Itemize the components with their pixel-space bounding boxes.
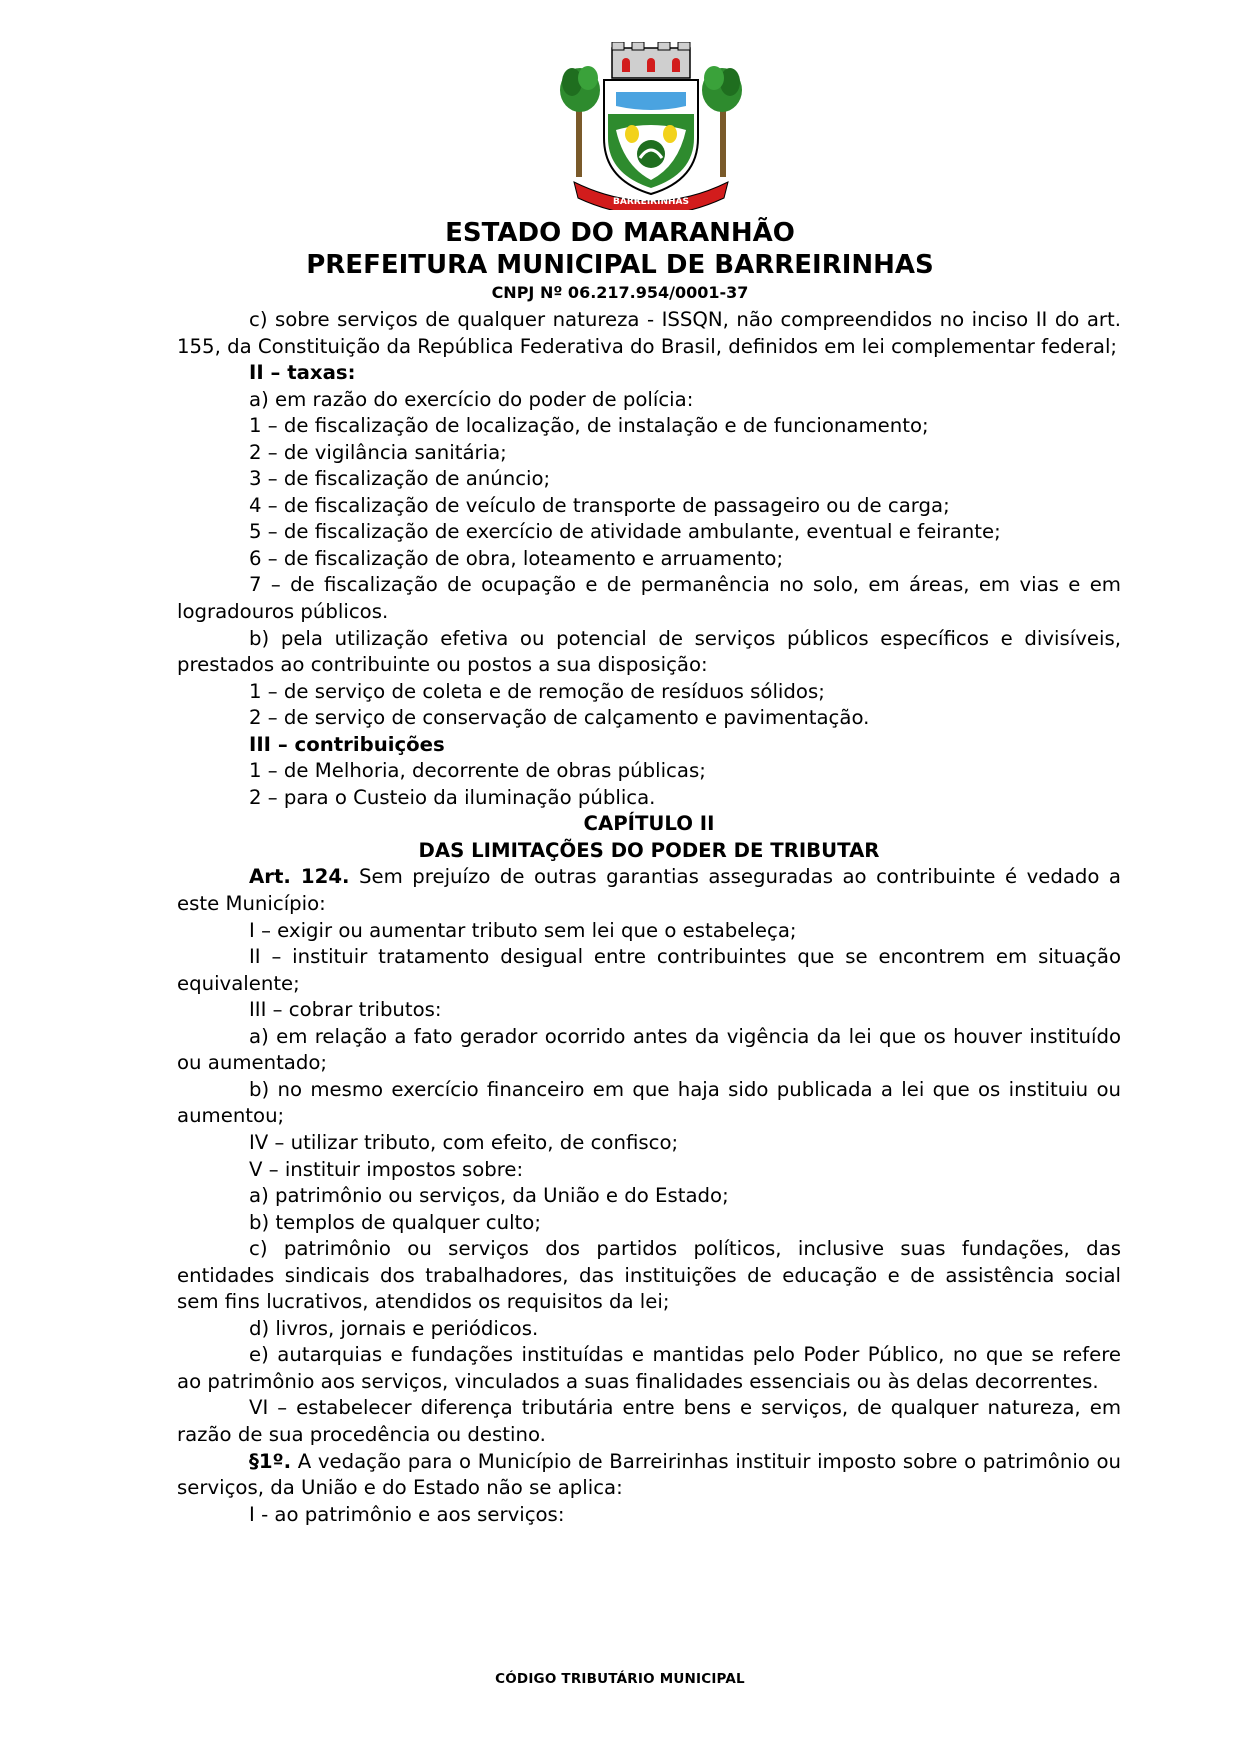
paragraph-1: §1º. A vedação para o Município de Barreirinhas instituir imposto sobre o patrimônio ou serviços, da União e do Estado não se aplica:: [177, 1449, 1121, 1500]
article-124: Art. 124. Sem prejuízo de outras garantias asseguradas ao contribuinte é vedado a este Município:: [177, 865, 1121, 916]
paragraph: IV – utilizar tributo, com efeito, de confisco;: [249, 1130, 679, 1154]
paragraph: c) patrimônio ou serviços dos partidos políticos, inclusive suas fundações, das entidades sindicais dos trabalhadores, das instituições de educação e de assistência social sem fins lucrativos, atendidos os requisitos da lei;: [177, 1237, 1121, 1314]
paragraph: b) no mesmo exercício financeiro em que haja sido publicada a lei que os instituiu ou aumentou;: [177, 1077, 1121, 1128]
paragraph: II – instituir tratamento desigual entre contribuintes que se encontrem em situação equivalente;: [177, 945, 1121, 995]
paragraph: 7 – de fiscalização de ocupação e de permanência no solo, em áreas, em vias e em logradouros públicos.: [177, 573, 1121, 624]
paragraph: 1 – de Melhoria, decorrente de obras públicas;: [249, 759, 706, 783]
paragraph: a) em razão do exercício do poder de polícia:: [249, 387, 694, 411]
cnpj-line: CNPJ Nº 06.217.954/0001-37: [491, 283, 749, 302]
paragraph: c) sobre serviços de qualquer natureza - ISSQN, não compreendidos no inciso II do art. 155, da Constituição da República Federativa do Brasil, definidos em lei complementar federal;: [177, 308, 1121, 358]
paragraph: d) livros, jornais e periódicos.: [249, 1316, 539, 1340]
mural-crown: [612, 42, 690, 78]
paragraph: 2 – de vigilância sanitária;: [249, 440, 507, 464]
left-palm-tree: [560, 66, 600, 177]
paragraph: b) templos de qualquer culto;: [249, 1210, 541, 1234]
paragraph: 4 – de fiscalização de veículo de transporte de passageiro ou de carga;: [249, 493, 950, 517]
prefecture-title: PREFEITURA MUNICIPAL DE BARREIRINHAS: [306, 250, 934, 280]
paragraph: 2 – para o Custeio da iluminação pública.: [249, 785, 656, 809]
document-body: [177, 307, 1121, 1528]
paragraph: 5 – de fiscalização de exercício de atividade ambulante, eventual e feirante;: [249, 520, 1001, 544]
chapter-heading: CAPÍTULO II: [583, 812, 715, 836]
chapter-title: DAS LIMITAÇÕES DO PODER DE TRIBUTAR: [418, 838, 880, 862]
paragraph: 2 – de serviço de conservação de calçamento e pavimentação.: [249, 706, 870, 730]
page-footer: CÓDIGO TRIBUTÁRIO MUNICIPAL: [495, 1671, 745, 1687]
paragraph: V – instituir impostos sobre:: [249, 1157, 524, 1181]
right-palm-tree: [702, 66, 742, 177]
paragraph: I - ao patrimônio e aos serviços:: [249, 1502, 565, 1526]
paragraph: VI – estabelecer diferença tributária entre bens e serviços, de qualquer natureza, em razão de sua procedência ou destino.: [177, 1396, 1121, 1446]
paragraph: I – exigir ou aumentar tributo sem lei que o estabeleça;: [249, 918, 797, 942]
paragraph: 1 – de fiscalização de localização, de instalação e de funcionamento;: [249, 414, 929, 438]
state-title: ESTADO DO MARANHÃO: [445, 218, 795, 248]
paragraph: b) pela utilização efetiva ou potencial de serviços públicos específicos e divisíveis, prestados ao contribuinte ou postos a sua disposição:: [177, 626, 1121, 677]
section-heading-taxas: II – taxas:: [249, 361, 356, 385]
paragraph: a) patrimônio ou serviços, da União e do Estado;: [249, 1184, 729, 1208]
shield: [604, 80, 698, 194]
paragraph: e) autarquias e fundações instituídas e mantidas pelo Poder Público, no que se refere ao patrimônio aos serviços, vinculados a suas finalidades essenciais ou às delas decorrentes.: [177, 1343, 1121, 1393]
paragraph: 3 – de fiscalização de anúncio;: [249, 467, 551, 491]
article-label: Art. 124.: [249, 865, 350, 889]
municipal-coat-of-arms: [560, 42, 742, 210]
crest-ribbon-text: BARREIRINHAS: [613, 197, 689, 207]
section-heading-contribuicoes: III – contribuições: [249, 732, 445, 756]
paragraph: 6 – de fiscalização de obra, loteamento e arruamento;: [249, 546, 784, 570]
paragraph: a) em relação a fato gerador ocorrido antes da vigência da lei que os houver instituído ou aumentado;: [177, 1024, 1121, 1075]
paragraph: III – cobrar tributos:: [249, 998, 442, 1022]
paragraph: 1 – de serviço de coleta e de remoção de resíduos sólidos;: [249, 679, 825, 703]
paragraph-label: §1º.: [249, 1449, 292, 1473]
